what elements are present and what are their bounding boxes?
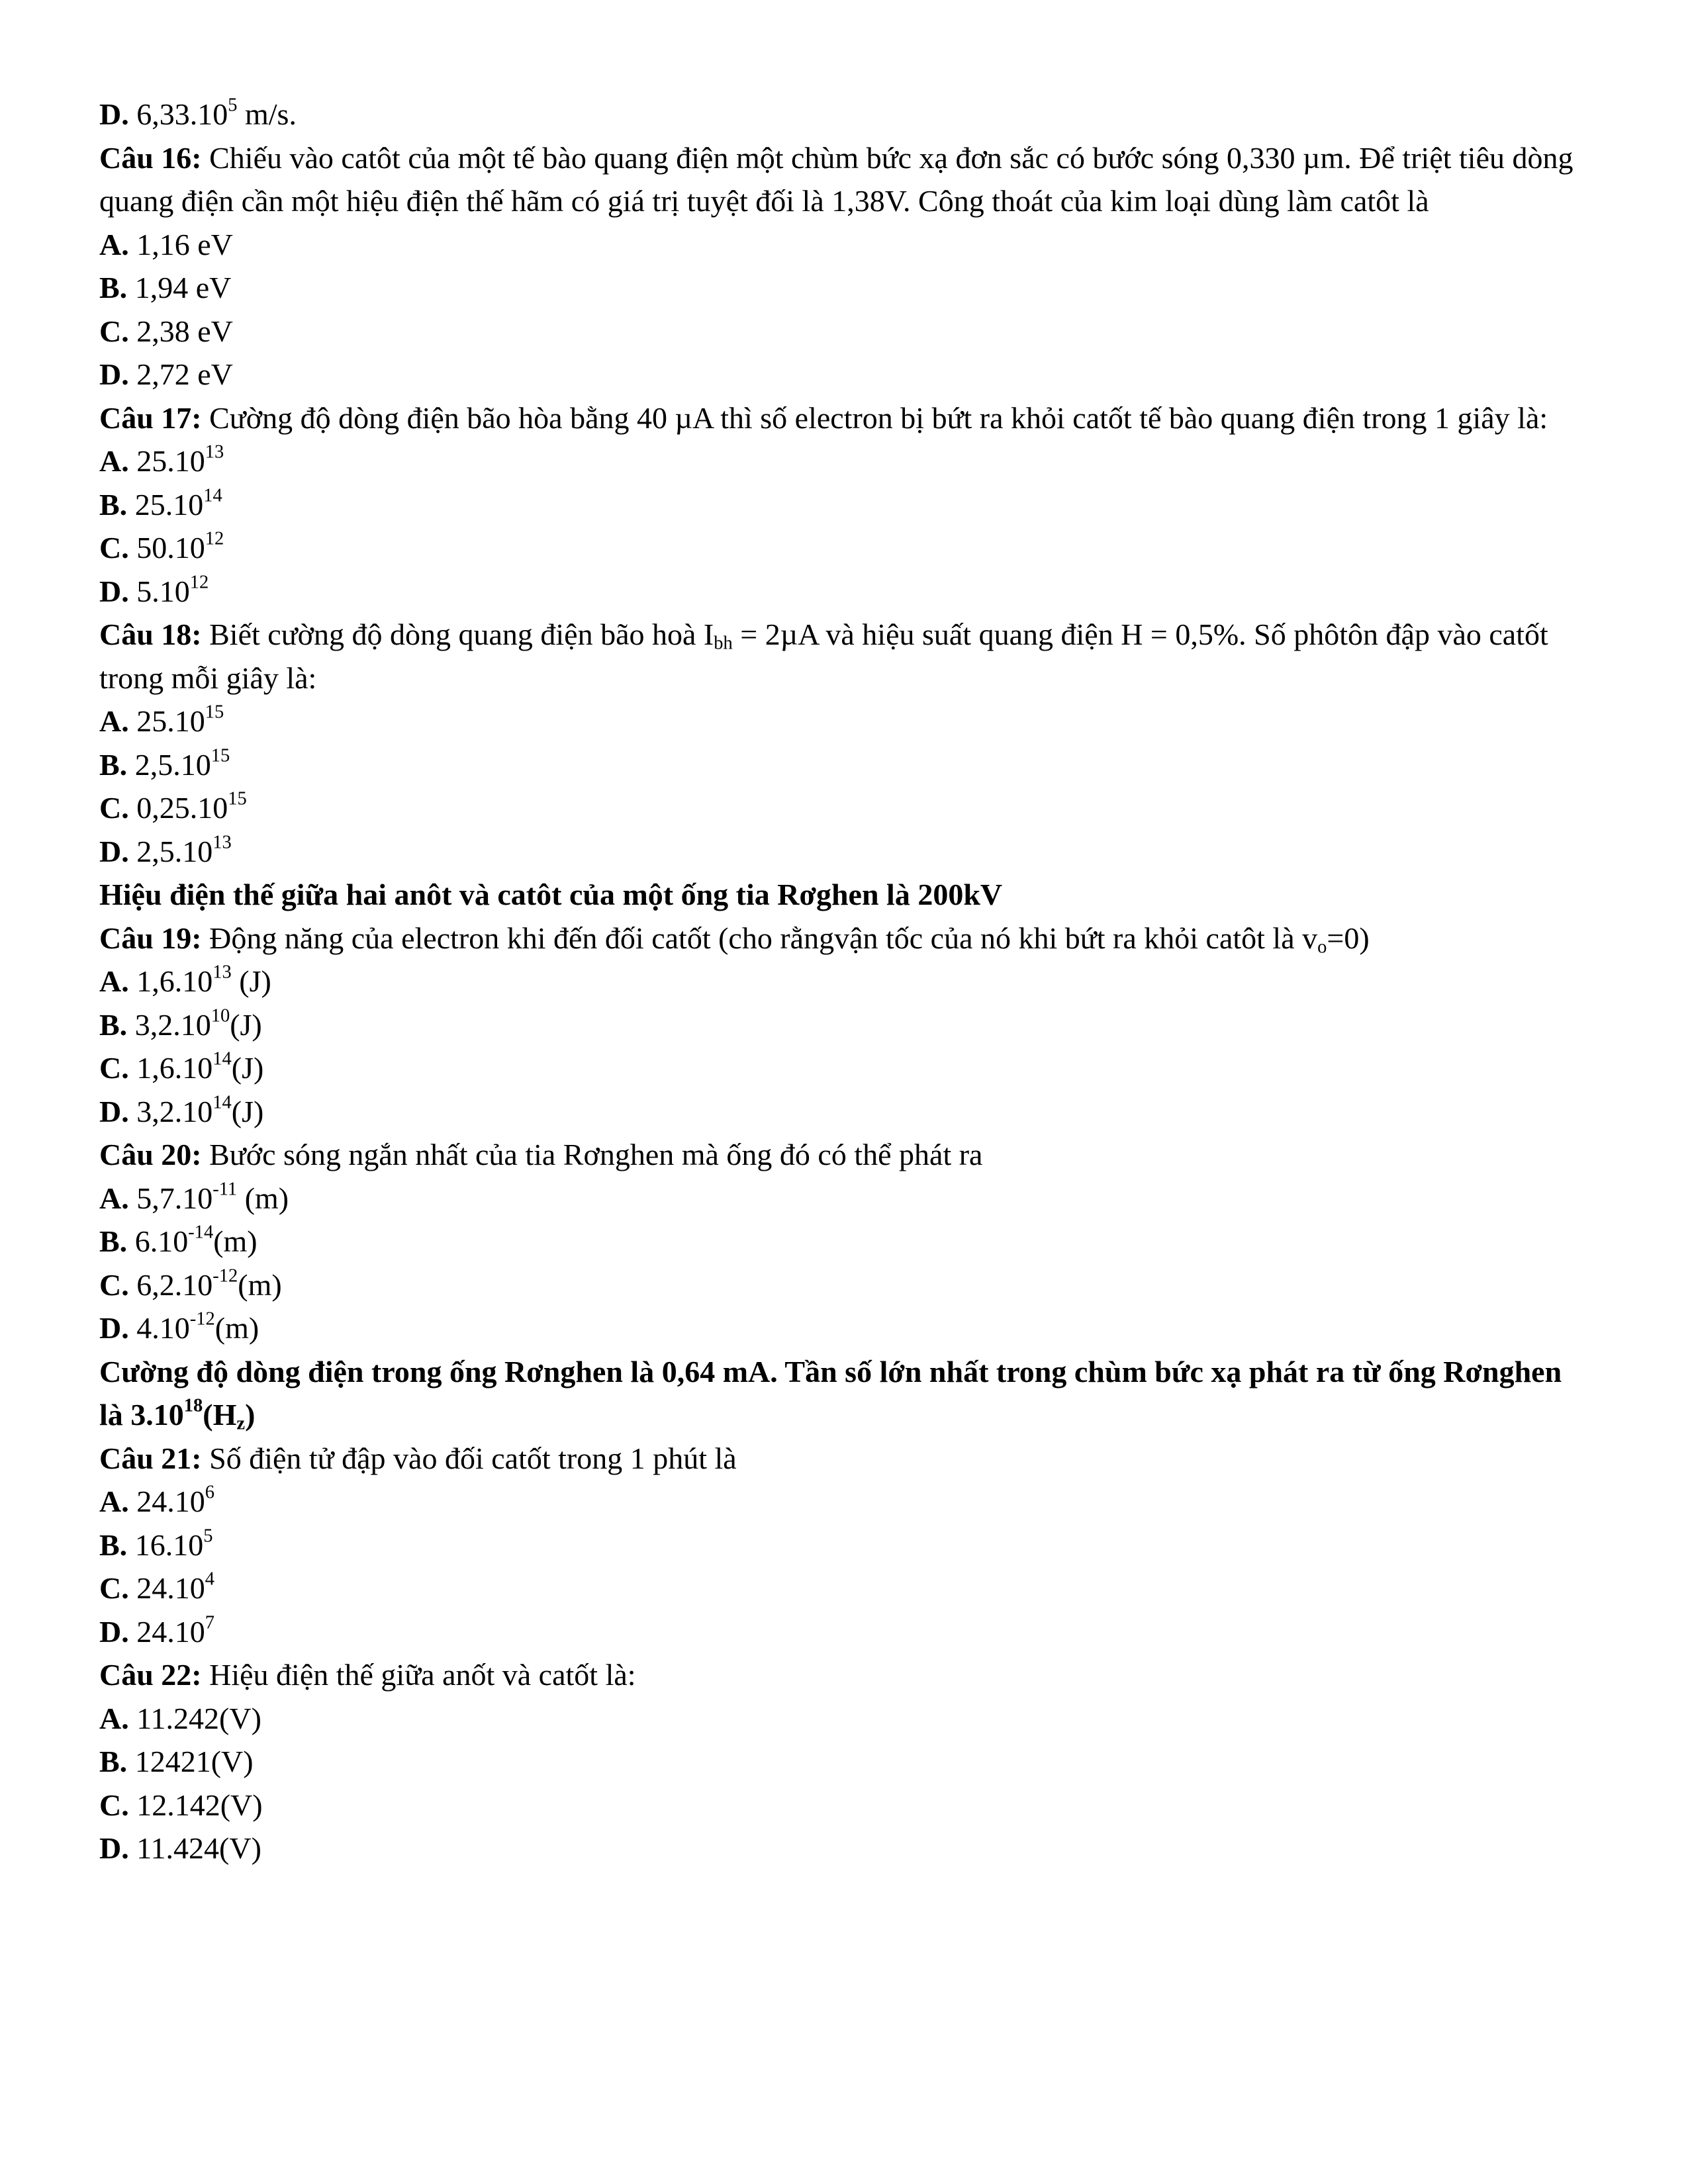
q21-option-b — [99, 1524, 1589, 1567]
option-exponent: 5 — [228, 95, 238, 116]
q18-option-a — [99, 700, 1589, 743]
option-label: A. — [99, 704, 129, 738]
q21-option-d — [99, 1610, 1589, 1654]
option-text: 12421(V) — [127, 1745, 254, 1778]
question-label: Câu 17: — [99, 400, 202, 435]
q16-option-d — [99, 353, 1589, 396]
option-text: 6.10 — [127, 1224, 189, 1258]
q18-option-d — [99, 830, 1589, 874]
q21-option-a — [99, 1480, 1589, 1524]
option-exponent: 15 — [211, 745, 230, 766]
option-text: 0,25.10 — [128, 791, 228, 825]
option-text: 3,2.10 — [128, 1094, 213, 1128]
q22-option-d — [99, 1827, 1589, 1870]
option-text: 11.242(V) — [128, 1701, 261, 1735]
heading-subscript: z — [236, 1413, 246, 1434]
option-exponent: 5 — [203, 1525, 213, 1546]
heading-exponent: 18 — [183, 1395, 203, 1416]
option-text: 1,6.10 — [128, 1051, 213, 1085]
option-label: A. — [99, 227, 129, 261]
option-unit: (m) — [214, 1311, 259, 1345]
option-exponent: 14 — [212, 1091, 232, 1113]
option-text: 2,72 eV — [128, 357, 233, 391]
option-unit: (J) — [231, 1051, 264, 1085]
option-exponent: 13 — [212, 831, 232, 852]
option-exponent: -14 — [188, 1222, 214, 1243]
question-text: Số điện tử đập vào đối catốt trong 1 phút là — [201, 1441, 737, 1475]
option-exponent: -11 — [212, 1178, 238, 1199]
option-exponent: -12 — [212, 1265, 238, 1286]
question-label: Câu 16: — [99, 140, 202, 175]
option-exponent: 15 — [228, 788, 247, 809]
section-heading-xray-voltage — [99, 873, 1589, 917]
option-label: D. — [99, 1614, 129, 1649]
question-text: Chiếu vào catôt của một tế bào quang điện một chùm bức xạ đơn sắc có bước sóng 0,330 µm. Để triệt tiêu dòng quang điện cần một hiệu điện thế hãm có giá trị tuyệt đối là 1,38V. Công thoát của kim loại dùng làm catôt là — [99, 140, 1573, 218]
option-text: 2,5.10 — [127, 747, 211, 782]
q19-option-d — [99, 1090, 1589, 1134]
q20-option-d — [99, 1306, 1589, 1350]
question-21 — [99, 1437, 1589, 1480]
option-text: 1,6.10 — [128, 964, 213, 998]
heading-unit-close: ) — [245, 1398, 256, 1432]
q18-option-b — [99, 743, 1589, 787]
option-label: D. — [99, 1094, 129, 1128]
option-text: 6,2.10 — [128, 1267, 213, 1302]
option-exponent: 7 — [205, 1612, 214, 1633]
option-exponent: 14 — [203, 484, 222, 506]
question-text: Hiệu điện thế giữa anốt và catốt là: — [201, 1658, 636, 1692]
option-text: 1,94 eV — [127, 271, 232, 304]
option-label: C. — [99, 1267, 129, 1302]
option-label: A. — [99, 1484, 129, 1518]
document-page — [99, 93, 1589, 1870]
option-exponent: 13 — [205, 441, 224, 463]
option-text: 24.10 — [128, 1614, 205, 1649]
option-text: 12.142(V) — [128, 1788, 263, 1822]
question-label: Câu 21: — [99, 1441, 202, 1475]
question-subscript: o — [1317, 936, 1327, 957]
q16-option-c — [99, 310, 1589, 353]
option-text: 25.10 — [128, 444, 205, 478]
heading-text: Cường độ dòng điện trong ống Rơnghen là 0,64 mA. Tần số lớn nhất trong chùm bức xạ phát ra từ ống Rơnghen là 3.10 — [99, 1354, 1562, 1432]
question-label: Câu 19: — [99, 921, 202, 955]
question-label: Câu 22: — [99, 1658, 202, 1692]
q16-option-a — [99, 223, 1589, 267]
option-unit: (J) — [231, 1094, 264, 1128]
option-label: B. — [99, 747, 128, 782]
option-label: C. — [99, 314, 129, 348]
question-text-continued: =0) — [1327, 921, 1370, 955]
q20-option-c — [99, 1263, 1589, 1307]
question-label: Câu 20: — [99, 1138, 202, 1171]
option-exponent: 13 — [212, 962, 232, 983]
q19-option-a — [99, 960, 1589, 1003]
question-text: Động năng của electron khi đến đối catốt (cho rằngvận tốc của nó khi bứt ra khỏi catôt là v — [201, 921, 1318, 955]
question-text-continued: = 2µA và hiệu suất quang điện H = 0,5%. Số phôtôn đập vào catốt trong mỗi giây là: — [99, 617, 1548, 695]
section-heading-xray-current — [99, 1350, 1582, 1437]
question-16 — [99, 136, 1582, 223]
option-text: 24.10 — [128, 1571, 205, 1605]
question-20 — [99, 1133, 1589, 1177]
q17-option-a — [99, 439, 1589, 483]
option-label: C. — [99, 1051, 129, 1085]
option-text: 6,33.10 — [128, 97, 228, 131]
q22-option-c — [99, 1784, 1589, 1827]
option-label: A. — [99, 1181, 129, 1215]
option-label: B. — [99, 1745, 128, 1778]
q22-option-b — [99, 1740, 1589, 1784]
option-exponent: 12 — [205, 528, 224, 549]
option-text: 3,2.10 — [127, 1007, 211, 1042]
q19-option-b — [99, 1003, 1589, 1047]
question-18 — [99, 613, 1582, 700]
section-heading-text: Hiệu điện thế giữa hai anôt và catôt của một ống tia Rơghen là 200kV — [99, 878, 1003, 911]
option-label: B. — [99, 1224, 128, 1258]
option-label: C. — [99, 531, 129, 565]
q16-option-b — [99, 266, 1589, 310]
option-text: 1,16 eV — [128, 227, 233, 261]
option-label: B. — [99, 487, 128, 522]
option-text: 5,7.10 — [128, 1181, 213, 1215]
option-unit: (m) — [237, 1181, 289, 1215]
section-heading-text — [99, 1355, 1562, 1432]
option-text: 5.10 — [128, 574, 190, 608]
q20-option-b — [99, 1220, 1589, 1263]
prev-option-d — [99, 93, 1589, 136]
option-unit: m/s. — [237, 97, 297, 131]
option-text: 25.10 — [128, 704, 205, 738]
option-label: C. — [99, 791, 129, 825]
option-text: 16.10 — [127, 1527, 204, 1562]
option-label: B. — [99, 1527, 128, 1562]
option-label: B. — [99, 271, 128, 304]
option-label: D. — [99, 1831, 129, 1865]
q21-option-c — [99, 1567, 1589, 1610]
question-text: Cường độ dòng điện bão hòa bằng 40 µA thì số electron bị bứt ra khỏi catốt tế bào quang điện trong 1 giây là: — [201, 400, 1548, 435]
option-exponent: -12 — [189, 1308, 215, 1330]
option-label: A. — [99, 1701, 129, 1735]
question-subscript: bh — [714, 633, 733, 654]
question-17 — [99, 396, 1582, 440]
option-exponent: 10 — [211, 1005, 230, 1026]
option-label: C. — [99, 1788, 129, 1822]
option-label: A. — [99, 444, 129, 478]
option-label: C. — [99, 1571, 129, 1605]
q22-option-a — [99, 1697, 1589, 1741]
option-text: 2,38 eV — [128, 314, 233, 348]
option-label: A. — [99, 964, 129, 998]
option-unit: (J) — [230, 1007, 262, 1042]
option-unit: (m) — [213, 1224, 258, 1258]
option-exponent: 6 — [205, 1482, 214, 1503]
option-label: D. — [99, 97, 129, 131]
option-text: 2,5.10 — [128, 834, 213, 868]
option-label: D. — [99, 834, 129, 868]
question-label: Câu 18: — [99, 617, 202, 651]
q18-option-c — [99, 786, 1589, 830]
q19-option-c — [99, 1046, 1589, 1090]
option-label: D. — [99, 574, 129, 608]
question-19 — [99, 917, 1589, 960]
q17-option-b — [99, 483, 1589, 527]
option-unit: (J) — [231, 964, 271, 998]
option-label: D. — [99, 1311, 129, 1345]
option-label: D. — [99, 357, 129, 391]
option-exponent: 14 — [212, 1048, 232, 1069]
question-text: Biết cường độ dòng quang điện bão hoà I — [201, 617, 714, 651]
option-text: 50.10 — [128, 531, 205, 565]
option-text: 24.10 — [128, 1484, 205, 1518]
option-unit: (m) — [238, 1267, 282, 1302]
q17-option-c — [99, 526, 1589, 570]
option-text: 11.424(V) — [128, 1831, 261, 1865]
option-exponent: 15 — [205, 702, 224, 723]
question-text: Bước sóng ngắn nhất của tia Rơnghen mà ống đó có thể phát ra — [201, 1138, 983, 1171]
q17-option-d — [99, 570, 1589, 614]
heading-unit: (H — [203, 1398, 237, 1432]
question-22 — [99, 1653, 1589, 1697]
q20-option-a — [99, 1177, 1589, 1220]
option-text: 4.10 — [128, 1311, 190, 1345]
option-exponent: 12 — [189, 571, 209, 592]
option-exponent: 4 — [205, 1569, 214, 1590]
option-text: 25.10 — [127, 487, 204, 522]
option-label: B. — [99, 1007, 128, 1042]
